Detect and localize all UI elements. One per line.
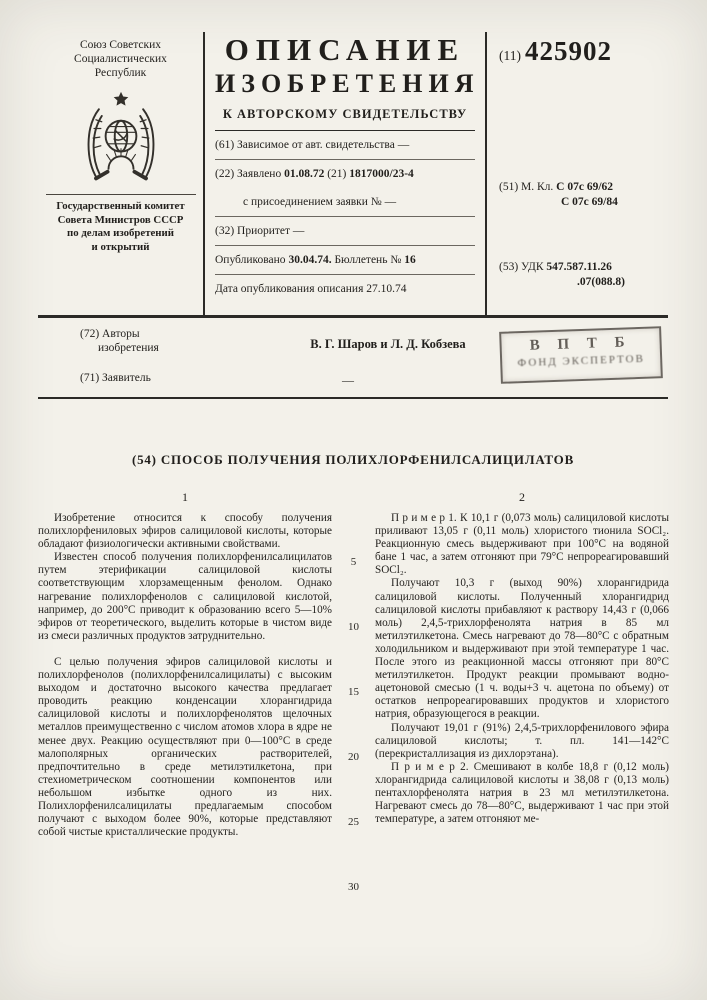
published-prefix: Опубликовано (215, 254, 289, 266)
divider (46, 194, 196, 195)
udk-classification (499, 260, 625, 290)
committee-name: Государственный комитет Совета Министров СССР по делам изобретений и открытий (56, 200, 185, 253)
stamp-line1: В П Т Б (529, 334, 632, 354)
ipc-code-1: С 07с 69/62 (556, 181, 614, 193)
soviet-state-emblem-icon (82, 90, 160, 190)
line-number: 20 (348, 751, 359, 763)
biblio-row-published (215, 246, 475, 275)
body-paragraph: Получают 19,01 г (91%) 2,4,5-трихлорфенилового эфира салициловой кислоты; т. пл. 141—142°С (перекристаллизация из дихлорэтана). (375, 721, 669, 760)
document-body (38, 512, 669, 992)
library-stamp (499, 326, 663, 384)
line-number: 10 (348, 621, 359, 633)
body-paragraph: П р и м е р 1. К 10,1 г (0,073 моль) салициловой кислоты приливают 13,05 г (0,11 моль) хлористого тионила SOCl₂. Реакционную смесь выдерживают при 100°С на водяной бане 1 час, а затем отгоняют при 79°С непрореагировавший SOCl₂. (375, 512, 669, 577)
body-paragraph: Известен способ получения полихлорфенилсалицилатов путем этерификации салициловой кислоты соответствующим хлорзамещенным фенолом. Однако нагревание полихлорфенолов с салициловой кислотой, например, до 200°С приводит к образованию всего 5—10% эфиров от теоретического, выделить которые в чистом виде из смеси различных продуктов затруднительно. (38, 551, 332, 642)
biblio-row-description-date: Дата опубликования описания 27.10.74 (215, 283, 407, 295)
header-center-block (205, 32, 487, 315)
header-right-block (487, 32, 668, 315)
line-number: 15 (348, 686, 359, 698)
ipc-code-2: С 07с 69/84 (561, 196, 618, 208)
text-column-1 (38, 512, 332, 839)
applicant-label: (71) Заявитель (80, 372, 151, 384)
union-name: Союз Советских Социалистических Республик (74, 39, 167, 79)
publication-number-value: 425902 (525, 36, 612, 66)
line-number: 30 (348, 881, 359, 893)
applicant-value: — (342, 373, 354, 387)
udk-label: (53) УДК (499, 261, 547, 273)
udk-value-1: 547.587.11.26 (546, 261, 612, 273)
line-number: 5 (350, 556, 357, 568)
body-paragraph: С целью получения эфиров салициловой кислоты и полихлорфенолов (полихлорфенилсалицилаты) с высоким выходом и достаточно высокого качества предлагает проводить реакцию конденсации хлорангидрида салициловой кислоты и полихлорфенолятов щелочных металлов преимущественно с числом атомов хлора в ядре не менее двух. Реакцию осуществляют при 0—100°С в среде малополярных органических растворителей, предпочтительно в среде метилэтилкетона, при стехиометрическом соотношении компонентов или небольшом избытке одного из них. Полихлорфенилсалицилаты предлагаемым способом получают с выходом более 90%, которые представляют собой чистые кристаллические продукты. (38, 655, 332, 839)
body-paragraph: Изобретение относится к способу получения полихлорфениловых эфиров салициловой кислоты, которые обладают физиологически активными свойствами. (38, 512, 332, 551)
invention-title: (54) СПОСОБ ПОЛУЧЕНИЯ ПОЛИХЛОРФЕНИЛСАЛИЦИЛАТОВ (131, 452, 575, 467)
column-marker-1: 1 (182, 490, 188, 504)
biblio-row-dependent: (61) Зависимое от авт. свидетельства — (215, 131, 475, 160)
authors-names: В. Г. Шаров и Л. Д. Кобзева (310, 337, 466, 351)
authors-section (38, 317, 668, 395)
header-left-block (38, 32, 205, 315)
published-mid: Бюллетень № (331, 254, 405, 266)
biblio-row-filed (215, 160, 475, 188)
text-column-2 (375, 512, 669, 826)
filed-mid: (21) (324, 168, 350, 180)
body-paragraph: Получают 10,3 г (выход 90%) хлорангидрида салициловой кислоты. Полученный хлорангидрид салициловой кислоты прибавляют к раствору 14,43 г (0,066 моль) 2,4,5-трихлорфенолята натрия в 85 мл метилэтилкетона. Смесь нагревают до 78—80°С с обратным холодильником и выдерживают при этой температуре 1 час. После этого из реакционной массы отгоняют при 80°С метилэтилкетон. Продукт реакции промывают водно-ацетоновой смесью (1 ч. воды+3 ч. ацетона по объему) от остатков непрореагировавших продуктов и хлористого натрия, образующегося в реакции. (375, 577, 669, 721)
authors-label-line2: изобретения (98, 342, 159, 354)
body-paragraph: П р и м е р 2. Смешивают в колбе 18,8 г (0,12 моль) хлорангидрида салициловой кислоты и 38,08 г (0,13 моль) пентахлорфенолята натрия в 23 мл метилэтилкетона. Нагревают смесь до 78—80°С, выдерживают 1 час при этой температуре, а затем отгоняют ме- (375, 760, 669, 826)
biblio-row-priority: (32) Приоритет — (215, 217, 475, 246)
publication-number-label: (11) (499, 48, 521, 63)
udk-value-2: .07(088.8) (577, 276, 625, 288)
publication-number (499, 36, 668, 67)
line-number: 25 (348, 816, 359, 828)
filed-prefix: (22) Заявлено (215, 168, 285, 180)
ipc-classification (499, 180, 618, 210)
bulletin-number: 16 (404, 254, 416, 266)
application-number: 1817000/23-4 (349, 168, 414, 180)
ipc-label: (51) М. Кл. (499, 181, 557, 193)
column-marker-2: 2 (519, 490, 525, 504)
doc-type-title-line1: ОПИСАНИЕ (224, 32, 466, 67)
horizontal-rule-thin (38, 397, 668, 399)
stamp-line2: ФОНД ЭКСПЕРТОВ (517, 352, 646, 370)
doc-type-title-line2: ИЗОБРЕТЕНИЯ (215, 69, 480, 98)
authors-label-line1: (72) Авторы (80, 328, 140, 340)
published-date: 30.04.74. (288, 254, 332, 266)
filed-date: 01.08.72 (284, 168, 325, 180)
biblio-row-joined: с присоединением заявки № — (215, 188, 475, 217)
doc-subtitle: К АВТОРСКОМУ СВИДЕТЕЛЬСТВУ (215, 107, 475, 131)
